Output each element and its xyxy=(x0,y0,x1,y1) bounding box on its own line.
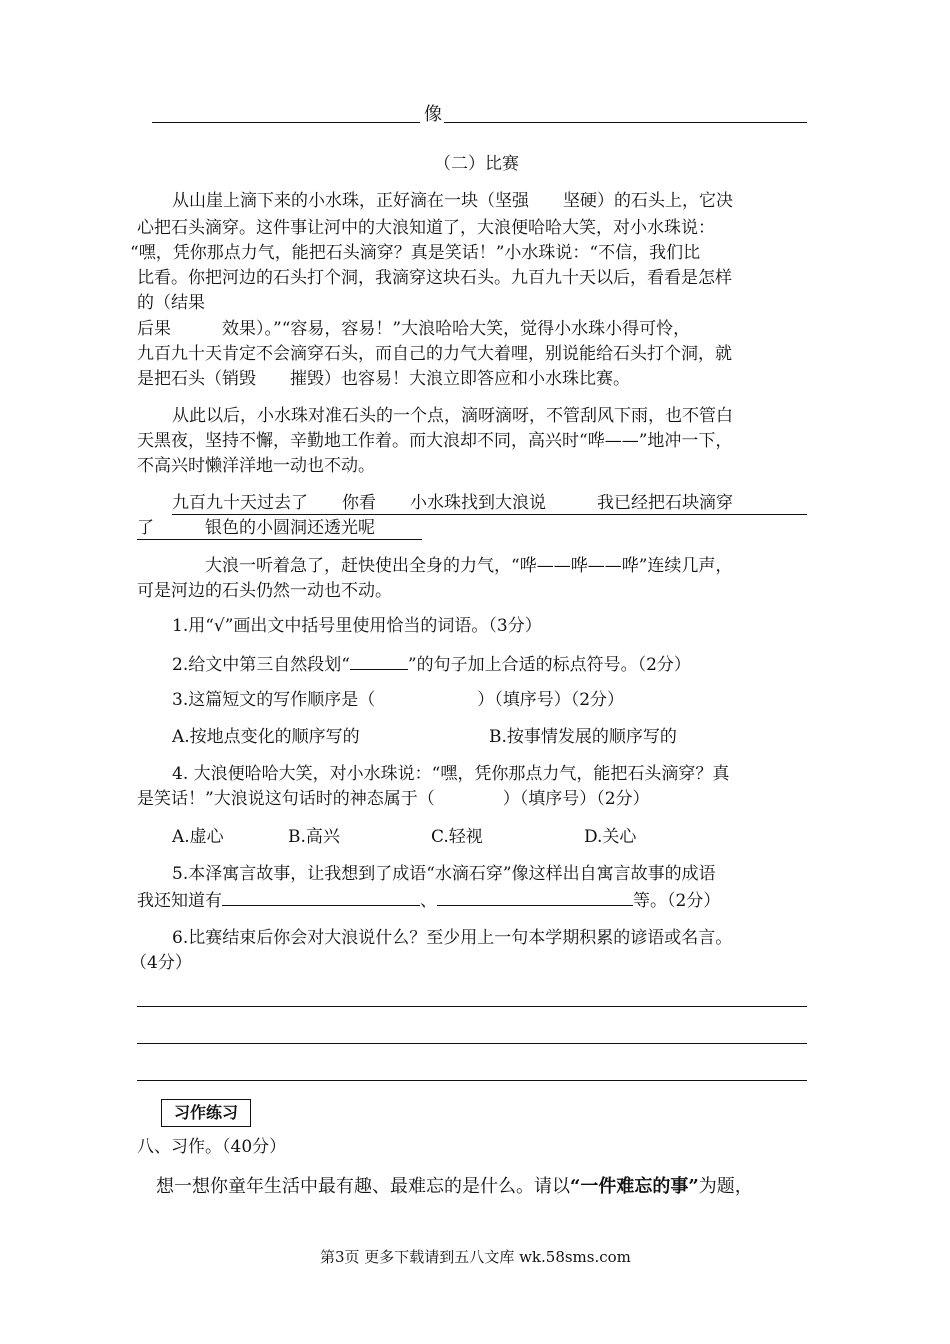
question-5-text-end: 等。（2分） xyxy=(633,891,721,911)
question-5-text: 我还知道有 xyxy=(137,891,222,911)
question-5-line xyxy=(137,887,720,914)
question-1: 1.用“√”画出文中括号里使用恰当的词语。（3分） xyxy=(172,616,542,636)
p4-line: 可是河边的石头仍然一动也不动。 xyxy=(137,581,392,601)
question-3-option-a: A.按地点变化的顺序写的 xyxy=(172,727,360,747)
section-title: （二）比赛 xyxy=(434,154,519,174)
top-blank-right xyxy=(444,122,807,123)
question-3-option-b: B.按事情发展的顺序写的 xyxy=(489,727,677,747)
writing-heading: 八、习作。（40分） xyxy=(137,1137,287,1157)
writing-prompt xyxy=(156,1174,753,1199)
question-4-line: 是笑话！”大浪说这句话时的神态属于（ ）（填序号）（2分） xyxy=(137,789,650,809)
top-line-char: 像 xyxy=(424,104,442,125)
question-4-option-d: D.关心 xyxy=(584,827,637,847)
p2-line: 天黑夜，坚持不懈，辛勤地工作着。而大浪却不同，高兴时“哗——”地冲一下， xyxy=(137,431,733,451)
writing-prompt-title: “一件难忘的事” xyxy=(570,1176,699,1197)
question-2-text-end: ”的句子加上合适的标点符号。（2分） xyxy=(407,655,691,675)
question-4-option-a: A.虚心 xyxy=(172,827,224,847)
question-4-option-c: C.轻视 xyxy=(431,827,483,847)
p1-line: 九百九十天肯定不会滴穿石头，而自己的力气大着哩，别说能给石头打个洞，就 xyxy=(137,344,732,364)
answer-line[interactable] xyxy=(137,1080,807,1081)
p1-line: 心把石头滴穿。这件事让河中的大浪知道了，大浪便哈哈大笑，对小水珠说： xyxy=(137,218,715,238)
question-4-option-b: B.高兴 xyxy=(288,827,340,847)
writing-prompt-text: 想一想你童年生活中最有趣、最难忘的是什么。请以 xyxy=(156,1176,570,1197)
question-6-line: 6.比赛结束后你会对大浪说什么？至少用上一句本学期积累的谚语或名言。 xyxy=(172,928,733,948)
p3-line-underlined: 了 银色的小圆洞还透光呢 xyxy=(137,518,375,538)
p3-line-underlined: 九百九十天过去了 你看 小水珠找到大浪说 我已经把石块滴穿 xyxy=(172,493,733,513)
top-blank-left xyxy=(152,122,420,123)
question-6-line: （4分） xyxy=(130,953,192,973)
question-5-separator: 、 xyxy=(420,891,437,911)
writing-prompt-text-end: 为题， xyxy=(698,1176,753,1197)
p1-line: “嘿，凭你那点力气，能把石头滴穿？真是笑话！”小水珠说：“不信，我们比 xyxy=(130,243,701,263)
answer-line[interactable] xyxy=(137,1043,807,1044)
p3-underline-1 xyxy=(172,514,807,515)
p1-line: 后果 效果）。”“容易，容易！”大浪哈哈大笑，觉得小水珠小得可怜， xyxy=(137,319,691,339)
p2-line: 不高兴时懒洋洋地一动也不动。 xyxy=(137,456,375,476)
question-2-text: 2.给文中第三自然段划“ xyxy=(172,655,350,675)
question-2-blank xyxy=(350,651,408,670)
question-3: 3.这篇短文的写作顺序是（ ）（填序号）（2分） xyxy=(172,690,625,710)
p1-line: 是把石头（销毁 摧毁）也容易！大浪立即答应和小水珠比赛。 xyxy=(137,369,630,389)
idiom-blank-1[interactable] xyxy=(222,887,420,906)
question-5-line: 5.本泽寓言故事，让我想到了成语“水滴石穿”像这样出自寓言故事的成语 xyxy=(172,864,716,884)
question-2 xyxy=(172,651,691,678)
p1-line: 的（结果 xyxy=(137,293,205,313)
p1-line: 从山崖上滴下来的小水珠，正好滴在一块（坚强 坚硬）的石头上，它决 xyxy=(172,191,733,211)
p3-underline-2 xyxy=(137,539,422,540)
answer-line[interactable] xyxy=(137,1006,807,1007)
p4-line: 大浪一听着急了，赶快使出全身的力气，“哗——哗——哗”连续几声， xyxy=(205,556,733,576)
page-footer: 第3页 更多下载请到五八文库 wk.58sms.com xyxy=(320,1248,631,1266)
idiom-blank-2[interactable] xyxy=(437,887,633,906)
writing-practice-box: 习作练习 xyxy=(161,1099,251,1127)
p2-line: 从此以后，小水珠对准石头的一个点，滴呀滴呀，不管刮风下雨，也不管白 xyxy=(172,406,733,426)
p1-line: 比看。你把河边的石头打个洞，我滴穿这块石头。九百九十天以后，看看是怎样 xyxy=(137,268,732,288)
question-4-line: 4. 大浪便哈哈大笑，对小水珠说：“嘿，凭你那点力气，能把石头滴穿？真 xyxy=(172,764,730,784)
